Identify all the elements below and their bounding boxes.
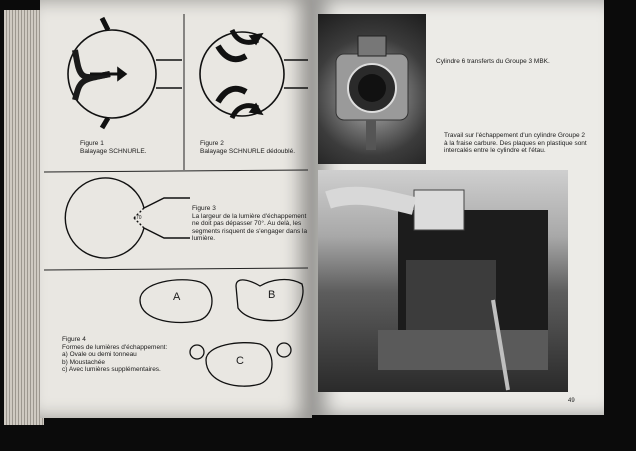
figure-4-caption: Figure 4 Formes de lumières d'échappement: a) Ovale ou demi tonneau b) Moustachée c) Avec lumières supplémentaires.	[62, 336, 168, 373]
workshop-photo	[318, 170, 568, 392]
figure-3-diagram	[65, 178, 190, 258]
figure-3-caption: Figure 3 La largeur de la lumière d'échappement ne doit pas dépasser 70°. Au delà, les segments risquent de s'engager dans la lumière.	[192, 205, 308, 242]
cylinder-illustration	[318, 14, 426, 164]
work-caption: Travail sur l'échappement d'un cylindre Groupe 2 à la fraise carbure. Des plaques en plastique sont intercalés entre le cylindre et l'étau.	[444, 132, 587, 154]
workshop-illustration	[318, 170, 568, 392]
figure-1-diagram	[68, 18, 182, 128]
right-page	[312, 0, 604, 415]
cylinder-photo	[318, 14, 426, 164]
divider-horizontal-2	[44, 268, 308, 270]
figure-2-caption: Figure 2 Balayage SCHNURLE dédoublé.	[200, 140, 296, 155]
label-b: B	[268, 289, 276, 301]
label-c: C	[236, 355, 244, 367]
page-number: 49	[568, 398, 575, 404]
cylinder-caption: Cylindre 6 transferts du Groupe 3 MBK.	[436, 58, 550, 65]
page-edges	[4, 10, 44, 425]
divider-horizontal-1	[44, 170, 308, 172]
figure-1-caption: Figure 1 Balayage SCHNURLE.	[80, 140, 147, 155]
figure-2-diagram	[200, 30, 308, 118]
left-page	[40, 0, 312, 418]
label-a: A	[173, 291, 181, 303]
angle-label: 70	[136, 215, 142, 221]
